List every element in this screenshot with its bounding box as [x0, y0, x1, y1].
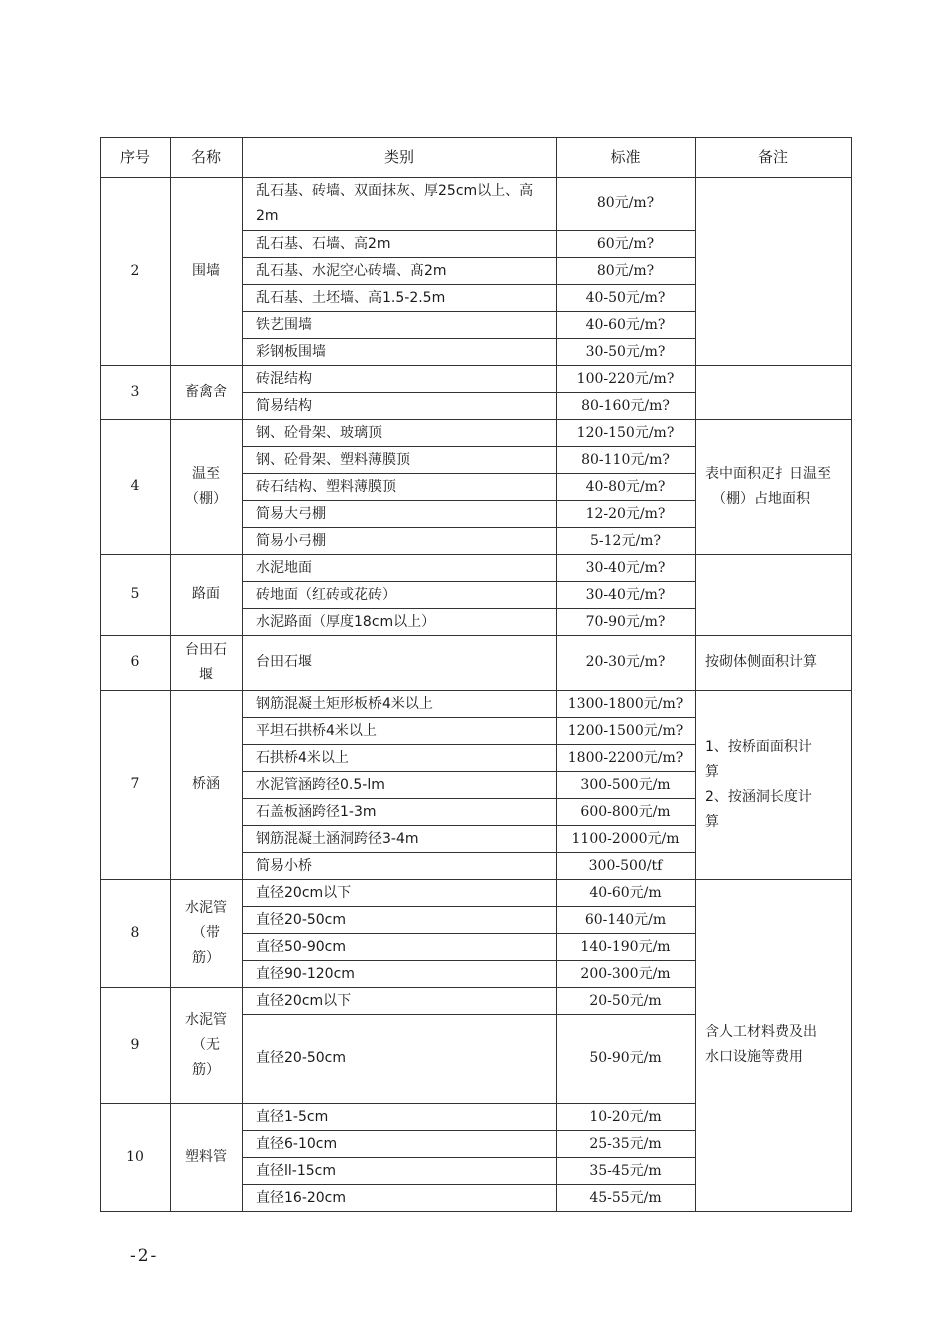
standard-cell [556, 608, 695, 635]
note-cell [695, 879, 851, 1211]
standard-cell-text: 1200-1500元/m? [567, 723, 684, 739]
note-cell-text: 表中面积疋扌日温至 （棚）占地面积 [705, 465, 831, 507]
standard-cell-text: 140-190元/m [580, 939, 671, 955]
category-cell [242, 257, 556, 284]
standard-cell-text: 40-60元/m? [585, 317, 666, 333]
name-cell [170, 987, 242, 1103]
seq-cell-text: 9 [130, 1036, 140, 1053]
category-cell [242, 230, 556, 257]
category-cell [242, 798, 556, 825]
standard-cell [556, 906, 695, 933]
category-cell [242, 635, 556, 690]
standard-cell-text: 600-800元/m [580, 804, 671, 820]
category-cell [242, 1103, 556, 1130]
page-number: -2- [130, 1246, 159, 1266]
standard-cell [556, 554, 695, 581]
row-divider [242, 527, 695, 528]
category-cell-text: 直径20cm以下 [256, 993, 352, 1009]
category-cell [242, 446, 556, 473]
standard-cell [556, 1014, 695, 1103]
category-cell [242, 717, 556, 744]
standard-cell [556, 933, 695, 960]
seq-cell [100, 554, 170, 635]
group-divider [100, 690, 851, 691]
category-cell-text: 直径1-5cm [256, 1109, 329, 1125]
standard-cell-text: 20-30元/m? [585, 654, 666, 670]
standard-cell [556, 1130, 695, 1157]
category-cell [242, 933, 556, 960]
category-cell [242, 338, 556, 365]
category-cell-text: 钢筋混凝土矩形板桥4米以上 [256, 696, 433, 712]
header-standard-text: 标准 [610, 147, 641, 166]
category-cell [242, 581, 556, 608]
note-cell [695, 690, 851, 879]
seq-cell-text: 6 [130, 654, 140, 670]
category-cell-text: 石盖板涵跨径1-3m [256, 804, 377, 820]
category-cell-text: 简易小弓棚 [256, 533, 326, 549]
name-cell-text: 桥涵 [192, 776, 220, 792]
group-divider [100, 1103, 695, 1104]
seq-cell-text: 10 [126, 1148, 144, 1165]
category-cell [242, 500, 556, 527]
category-cell-text: 铁艺围墙 [256, 317, 312, 333]
row-divider [242, 798, 695, 799]
seq-cell-text: 2 [130, 262, 140, 279]
category-cell [242, 554, 556, 581]
name-cell [170, 177, 242, 365]
standard-cell-text: 1100-2000元/m [571, 831, 680, 847]
group-divider [100, 987, 695, 988]
row-divider [242, 608, 695, 609]
category-cell [242, 527, 556, 554]
category-cell [242, 744, 556, 771]
standard-cell-text: 80元/m? [596, 263, 655, 279]
category-cell [242, 879, 556, 906]
row-divider [242, 906, 695, 907]
standard-cell-text: 60-140元/m [584, 912, 667, 928]
row-divider [242, 230, 695, 231]
standard-cell-text: 20-50元/m [589, 993, 662, 1009]
category-cell-text: 简易结构 [256, 398, 312, 414]
table-top-border [100, 137, 851, 138]
category-cell-text: 直径90-120cm [256, 966, 355, 982]
category-cell-text: 直径ll-15cm [256, 1163, 336, 1179]
standard-cell [556, 365, 695, 392]
category-cell-text: 砖地面（红砖或花砖） [256, 587, 396, 603]
column-divider [170, 137, 171, 1211]
category-cell-text: 简易小桥 [256, 858, 312, 874]
seq-cell-text: 4 [130, 478, 140, 494]
category-cell-text: 水泥地面 [256, 560, 312, 576]
standard-cell [556, 744, 695, 771]
name-cell [170, 690, 242, 879]
row-divider [242, 392, 695, 393]
column-divider [100, 137, 101, 1211]
header-note [695, 137, 851, 177]
category-cell [242, 365, 556, 392]
standard-cell-text: 60元/m? [596, 236, 655, 252]
category-cell [242, 906, 556, 933]
standard-cell [556, 1157, 695, 1184]
group-divider [100, 554, 851, 555]
category-cell-text: 直径20-50cm [256, 1050, 347, 1066]
standard-cell [556, 987, 695, 1014]
seq-cell [100, 690, 170, 879]
row-divider [242, 473, 695, 474]
row-divider [242, 933, 695, 934]
standard-cell [556, 338, 695, 365]
category-cell-text: 直径16-20cm [256, 1190, 347, 1206]
category-cell [242, 690, 556, 717]
standard-cell [556, 635, 695, 690]
standard-cell [556, 1103, 695, 1130]
standard-cell [556, 419, 695, 446]
name-cell-text: 围墙 [192, 262, 220, 279]
note-cell-text: 1、按桥面面积计 算 2、按涵洞长度计 算 [705, 738, 812, 830]
category-cell-text: 钢、砼骨架、塑料薄膜顶 [256, 452, 410, 468]
row-divider [242, 852, 695, 853]
standard-cell-text: 40-50元/m? [585, 290, 666, 306]
name-cell-text: 水泥管 （无 筋） [185, 1011, 227, 1078]
name-cell-text: 水泥管 （带 筋） [185, 899, 227, 966]
standard-cell-text: 30-50元/m? [585, 344, 666, 360]
standard-cell-text: 45-55元/m [589, 1190, 662, 1206]
category-cell [242, 825, 556, 852]
category-cell-text: 砖石结构、塑料薄膜顶 [256, 479, 396, 495]
standard-cell [556, 284, 695, 311]
category-cell-text: 水泥路面（厚度18cm以上） [256, 614, 436, 630]
category-cell-text: 直径6-10cm [256, 1136, 338, 1152]
row-divider [242, 1130, 695, 1131]
seq-cell [100, 987, 170, 1103]
standard-cell-text: 1300-1800元/m? [567, 696, 684, 712]
column-divider [242, 137, 243, 1211]
standard-cell [556, 960, 695, 987]
standard-cell-text: 50-90元/m [589, 1050, 662, 1066]
category-cell-text: 乱石基、土坯墙、高1.5-2.5m [256, 290, 446, 306]
standard-cell [556, 798, 695, 825]
header-note-text: 备注 [757, 147, 788, 166]
header-standard [556, 137, 695, 177]
standard-cell-text: 12-20元/m? [585, 506, 666, 522]
standard-cell [556, 473, 695, 500]
standard-cell-text: 1800-2200元/m? [567, 750, 684, 766]
standard-cell-text: 40-80元/m? [585, 479, 666, 495]
category-cell [242, 1130, 556, 1157]
standard-cell-text: 35-45元/m [589, 1163, 662, 1179]
standard-cell [556, 581, 695, 608]
row-divider [242, 1157, 695, 1158]
note-cell-text: 含人工材料费及出 水口设施等费用 [705, 1024, 817, 1065]
header-seq [100, 137, 170, 177]
category-cell [242, 608, 556, 635]
note-cell [695, 365, 851, 419]
name-cell [170, 879, 242, 987]
row-divider [242, 284, 695, 285]
standard-cell-text: 80-110元/m? [581, 452, 670, 468]
category-cell [242, 311, 556, 338]
category-cell-text: 砖混结构 [256, 371, 312, 387]
name-cell [170, 1103, 242, 1211]
note-cell [695, 635, 851, 690]
seq-cell-text: 5 [130, 586, 140, 602]
name-cell-text: 温至 （棚） [185, 465, 227, 507]
category-cell [242, 473, 556, 500]
category-cell [242, 852, 556, 879]
seq-cell-text: 3 [130, 383, 140, 400]
standard-cell [556, 257, 695, 284]
category-cell-text: 直径50-90cm [256, 939, 347, 955]
standard-cell [556, 690, 695, 717]
standard-cell [556, 852, 695, 879]
header-name-text: 名称 [190, 147, 221, 166]
row-divider [242, 825, 695, 826]
table-bottom-border [100, 1211, 852, 1212]
name-cell-text: 台田石 堰 [185, 641, 227, 683]
category-cell [242, 284, 556, 311]
standard-cell-text: 80元/m? [596, 195, 655, 211]
standard-cell [556, 717, 695, 744]
name-cell [170, 365, 242, 419]
standard-cell-text: 40-60元/m [589, 885, 662, 901]
note-cell [695, 554, 851, 635]
standard-cell-text: 70-90元/m? [585, 614, 666, 630]
standard-cell [556, 771, 695, 798]
category-cell [242, 392, 556, 419]
standard-cell [556, 825, 695, 852]
standard-cell-text: 100-220元/m? [576, 371, 675, 387]
seq-cell-text: 7 [130, 776, 140, 792]
header-category-text: 类别 [383, 147, 414, 166]
standard-cell [556, 230, 695, 257]
category-cell [242, 177, 556, 230]
row-divider [242, 446, 695, 447]
standard-cell [556, 1184, 695, 1211]
name-cell-text: 路面 [192, 586, 220, 602]
standard-cell [556, 311, 695, 338]
name-cell-text: 塑料管 [185, 1148, 227, 1165]
column-divider [556, 137, 557, 1211]
row-divider [242, 1014, 695, 1015]
category-cell-text: 平坦石拱桥4米以上 [256, 723, 377, 739]
standard-cell-text: 30-40元/m? [585, 560, 666, 576]
name-cell [170, 635, 242, 690]
standard-cell-text: 5-12元/m? [590, 533, 661, 549]
category-cell [242, 771, 556, 798]
category-cell-text: 乱石基、水泥空心砖墙、髙2m [256, 263, 447, 279]
header-name [170, 137, 242, 177]
standard-cell-text: 80-160元/m? [581, 398, 670, 414]
category-cell-text: 直径20-50cm [256, 912, 347, 928]
row-divider [242, 744, 695, 745]
category-cell [242, 1184, 556, 1211]
standard-cell-text: 300-500/tf [588, 858, 663, 874]
category-cell-text: 直径20cm以下 [256, 885, 352, 901]
standard-cell [556, 392, 695, 419]
column-divider [851, 137, 852, 1211]
seq-cell [100, 177, 170, 365]
standard-cell-text: 10-20元/m [589, 1109, 662, 1125]
column-divider [695, 137, 696, 1211]
header-seq-text: 序号 [119, 147, 150, 166]
category-cell-text: 钢筋混凝土涵洞跨径3-4m [256, 831, 419, 847]
header-category [242, 137, 556, 177]
category-cell-text: 彩钢板围墙 [256, 344, 326, 360]
standard-cell [556, 879, 695, 906]
standard-cell-text: 120-150元/m? [576, 425, 675, 441]
row-divider [242, 338, 695, 339]
row-divider [242, 771, 695, 772]
category-cell-text: 台田石堰 [256, 654, 312, 670]
row-divider [242, 717, 695, 718]
category-cell-text: 简易大弓棚 [256, 506, 326, 522]
row-divider [242, 1184, 695, 1185]
seq-cell [100, 1103, 170, 1211]
category-cell-text: 水泥管涵跨径0.5-lm [256, 777, 385, 793]
group-divider [100, 365, 851, 366]
seq-cell [100, 635, 170, 690]
category-cell [242, 960, 556, 987]
standard-cell-text: 30-40元/m? [585, 587, 666, 603]
name-cell [170, 419, 242, 554]
row-divider [242, 257, 695, 258]
standard-cell-text: 200-300元/m [580, 966, 671, 982]
row-divider [242, 500, 695, 501]
category-cell [242, 1014, 556, 1103]
category-cell-text: 乱石基、砖墙、双面抹灰、厚25cm以上、高2m [256, 182, 534, 224]
standard-cell [556, 527, 695, 554]
standard-cell [556, 446, 695, 473]
category-cell [242, 1157, 556, 1184]
row-divider [242, 581, 695, 582]
category-cell-text: 乱石基、石墙、高2m [256, 236, 391, 252]
standard-cell [556, 500, 695, 527]
note-cell [695, 177, 851, 365]
note-cell-text: 按砌体侧面积计算 [705, 654, 817, 670]
group-divider [100, 419, 851, 420]
seq-cell [100, 419, 170, 554]
standard-cell [556, 177, 695, 230]
group-divider [100, 879, 851, 880]
standard-cell-text: 300-500元/m [580, 777, 671, 793]
seq-cell [100, 879, 170, 987]
category-cell-text: 石拱桥4米以上 [256, 750, 349, 766]
name-cell [170, 554, 242, 635]
category-cell [242, 987, 556, 1014]
row-divider [242, 960, 695, 961]
category-cell [242, 419, 556, 446]
row-divider [242, 311, 695, 312]
name-cell-text: 畜禽舍 [185, 383, 227, 400]
seq-cell [100, 365, 170, 419]
seq-cell-text: 8 [130, 924, 140, 941]
standard-cell-text: 25-35元/m [589, 1136, 662, 1152]
note-cell [695, 419, 851, 554]
group-divider [100, 177, 851, 178]
group-divider [100, 635, 851, 636]
category-cell-text: 钢、砼骨架、玻璃顶 [256, 425, 382, 441]
